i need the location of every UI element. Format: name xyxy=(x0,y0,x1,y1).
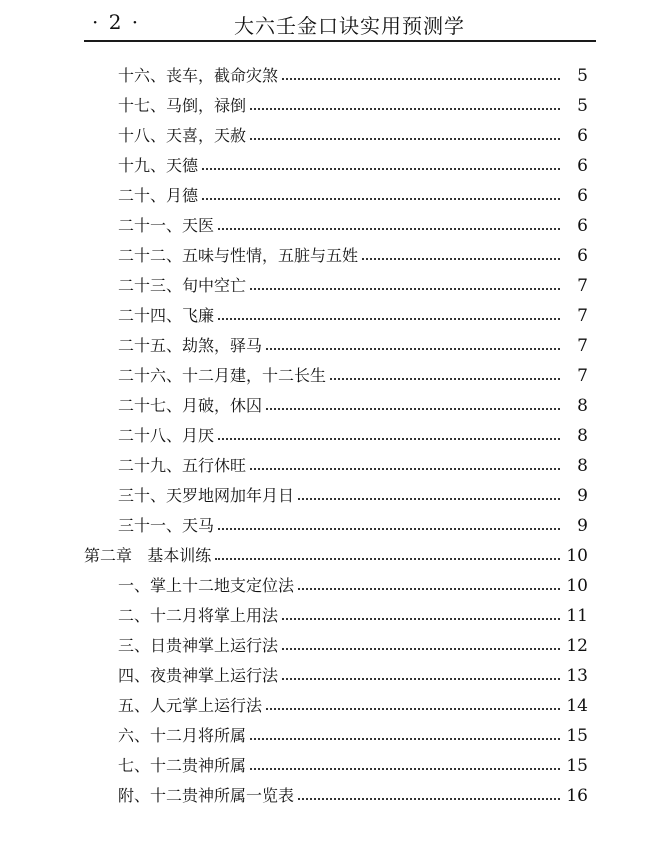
dot-leader xyxy=(250,738,560,740)
toc-entry-page: 6 xyxy=(577,186,588,206)
toc-entry-title: 二十六、十二月建，十二长生 xyxy=(118,366,327,385)
toc-entry-page: 11 xyxy=(566,606,588,626)
toc-entry-title: 七、十二贵神所属 xyxy=(118,756,247,775)
toc-entry xyxy=(0,688,588,718)
toc-entry-page: 6 xyxy=(577,126,588,146)
toc-entry-title: 十六、丧车，截命灾煞 xyxy=(118,66,279,85)
toc-entry-page: 7 xyxy=(577,336,588,356)
dot-leader xyxy=(250,108,560,110)
dot-leader xyxy=(202,168,560,170)
toc-entry xyxy=(0,238,588,268)
toc-entry-title: 十七、马倒，禄倒 xyxy=(118,96,247,115)
toc-entry xyxy=(0,568,588,598)
dot-leader xyxy=(282,618,560,620)
toc-entry xyxy=(0,778,588,808)
dot-leader xyxy=(250,468,560,470)
toc-entry xyxy=(0,388,588,418)
toc-entry-page: 6 xyxy=(577,216,588,236)
toc-entry-page: 5 xyxy=(577,66,588,86)
dot-leader xyxy=(298,798,560,800)
dot-leader xyxy=(218,318,560,320)
toc-entry-page: 7 xyxy=(577,276,588,296)
toc-entry-title: 二十二、五味与性情，五脏与五姓 xyxy=(118,246,359,265)
toc-entry-page: 6 xyxy=(577,246,588,266)
toc-entry-title: 三、日贵神掌上运行法 xyxy=(118,636,279,655)
toc-entry xyxy=(0,448,588,478)
toc-entry xyxy=(0,748,588,778)
dot-leader xyxy=(218,528,560,530)
toc-entry xyxy=(0,58,588,88)
toc-entry-title: 十八、天喜，天赦 xyxy=(118,126,247,145)
toc-entry xyxy=(0,478,588,508)
toc-entry-page: 15 xyxy=(566,756,588,776)
chapter-title: 第二章 基本训练 xyxy=(84,546,212,565)
toc-entry-page: 9 xyxy=(577,486,588,506)
toc-entry-page: 8 xyxy=(577,456,588,476)
dot-leader xyxy=(215,558,560,560)
dot-leader xyxy=(298,498,560,500)
toc-entry xyxy=(0,598,588,628)
toc-entry xyxy=(0,88,588,118)
toc-entry-page: 7 xyxy=(577,366,588,386)
toc-entry xyxy=(0,118,588,148)
toc-entry-page: 12 xyxy=(566,636,588,656)
dot-leader xyxy=(250,138,560,140)
toc-entry-page: 7 xyxy=(577,306,588,326)
toc-entry xyxy=(0,148,588,178)
toc-entry xyxy=(0,508,588,538)
toc-entry xyxy=(0,298,588,328)
dot-leader xyxy=(266,708,560,710)
toc-entry xyxy=(0,718,588,748)
toc-entry-title: 三十一、天马 xyxy=(118,516,215,535)
toc-entry xyxy=(0,178,588,208)
toc-entry-title: 二十七、月破，休囚 xyxy=(118,396,263,415)
toc-entry xyxy=(0,268,588,298)
dot-leader xyxy=(330,378,560,380)
dot-leader xyxy=(266,348,560,350)
dot-leader xyxy=(282,78,560,80)
toc-entry-page: 5 xyxy=(577,96,588,116)
toc-entry xyxy=(0,628,588,658)
dot-leader xyxy=(202,198,560,200)
dot-leader xyxy=(266,408,560,410)
toc-entry-title: 二十五、劫煞，驿马 xyxy=(118,336,263,355)
toc-entry-title: 二十八、月厌 xyxy=(118,426,215,445)
toc-entry xyxy=(0,328,588,358)
toc-entry-title: 二十四、飞廉 xyxy=(118,306,215,325)
toc-entry-page: 10 xyxy=(566,546,588,566)
dot-leader xyxy=(362,258,560,260)
toc-entry-page: 10 xyxy=(566,576,588,596)
toc-chapter-entry xyxy=(0,538,588,568)
book-title: 大六壬金口诀实用预测学 xyxy=(234,14,465,38)
dot-leader xyxy=(218,438,560,440)
dot-leader xyxy=(282,678,560,680)
toc-entry-page: 9 xyxy=(577,516,588,536)
dot-leader xyxy=(282,648,560,650)
toc-entry xyxy=(0,658,588,688)
toc-entry-title: 一、掌上十二地支定位法 xyxy=(118,576,295,595)
toc-entry-page: 14 xyxy=(566,696,588,716)
toc-entry xyxy=(0,208,588,238)
toc-entry-title: 四、夜贵神掌上运行法 xyxy=(118,666,279,685)
toc-entry-title: 六、十二月将所属 xyxy=(118,726,247,745)
toc-entry-page: 16 xyxy=(566,786,588,806)
toc-entry xyxy=(0,358,588,388)
dot-leader xyxy=(250,288,560,290)
table-of-contents xyxy=(0,58,650,808)
toc-entry-title: 二十一、天医 xyxy=(118,216,215,235)
toc-entry-page: 13 xyxy=(566,666,588,686)
toc-entry xyxy=(0,418,588,448)
dot-leader xyxy=(218,228,560,230)
toc-entry-title: 附、十二贵神所属一览表 xyxy=(118,786,295,805)
toc-entry-title: 二、十二月将掌上用法 xyxy=(118,606,279,625)
toc-entry-title: 二十、月德 xyxy=(118,186,199,205)
page-header xyxy=(84,6,596,42)
page-number: · 2 · xyxy=(92,10,141,34)
toc-entry-page: 15 xyxy=(566,726,588,746)
toc-entry-page: 8 xyxy=(577,426,588,446)
toc-entry-page: 8 xyxy=(577,396,588,416)
toc-entry-page: 6 xyxy=(577,156,588,176)
toc-entry-title: 三十、天罗地网加年月日 xyxy=(118,486,295,505)
dot-leader xyxy=(250,768,560,770)
toc-entry-title: 二十三、旬中空亡 xyxy=(118,276,247,295)
toc-entry-title: 五、人元掌上运行法 xyxy=(118,696,263,715)
dot-leader xyxy=(298,588,560,590)
toc-entry-title: 二十九、五行休旺 xyxy=(118,456,247,475)
toc-entry-title: 十九、天德 xyxy=(118,156,199,175)
